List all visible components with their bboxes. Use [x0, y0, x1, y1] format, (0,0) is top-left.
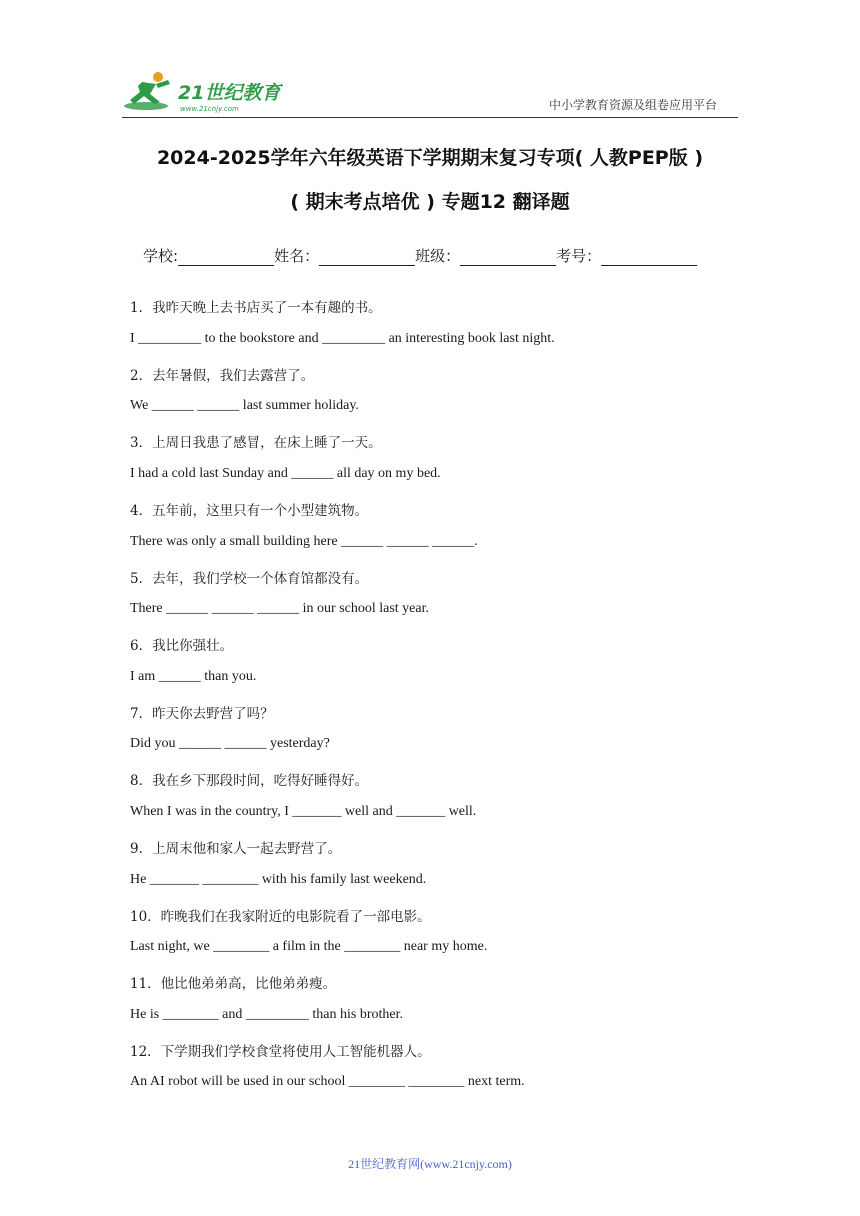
number-label: 考号： [556, 247, 602, 265]
name-label: 姓名： [274, 247, 320, 265]
question-3-english: I had a cold last Sunday and ______ all day on my bed. [130, 466, 441, 481]
footer-link[interactable]: 21世纪教育网(www.21cnjy.com) [348, 1157, 512, 1171]
question-3-chinese: 3．上周日我患了感冒，在床上睡了一天。 [130, 435, 382, 451]
question-1-chinese: 1．我昨天晚上去书店买了一本有趣的书。 [130, 300, 382, 316]
question-12-english: An AI robot will be used in our school ________ ________ next term. [130, 1074, 525, 1089]
question-5-english: There ______ ______ ______ in our school last year. [130, 601, 430, 616]
school-blank[interactable] [178, 249, 274, 266]
question-1-english: I _________ to the bookstore and _________ an interesting book last night. [130, 331, 555, 346]
question-7-english: Did you ______ ______ yesterday? [130, 736, 330, 751]
question-12-chinese: 12．下学期我们学校食堂将使用人工智能机器人。 [130, 1044, 431, 1060]
question-7-chinese: 7．昨天你去野营了吗？ [130, 706, 274, 722]
question-5-chinese: 5．去年，我们学校一个体育馆都没有。 [130, 571, 369, 587]
header-divider [122, 117, 738, 118]
question-6-chinese: 6．我比你强壮。 [130, 638, 234, 654]
question-2-english: We ______ ______ last summer holiday. [130, 398, 359, 413]
page-subtitle: ( 期末考点培优 ) 专题12 翻译题 [290, 191, 570, 213]
question-10-chinese: 10．昨晚我们在我家附近的电影院看了一部电影。 [130, 909, 431, 925]
name-blank[interactable] [319, 249, 415, 266]
student-info-line [143, 245, 697, 266]
question-9-chinese: 9．上周末他和家人一起去野营了。 [130, 841, 342, 857]
question-8-chinese: 8．我在乡下那段时间，吃得好睡得好。 [130, 773, 369, 789]
question-11-chinese: 11．他比他弟弟高，比他弟弟瘦。 [130, 976, 337, 992]
page-title: 2024-2025学年六年级英语下学期期末复习专项( 人教PEP版 ) [156, 147, 704, 169]
question-4-chinese: 4．五年前，这里只有一个小型建筑物。 [130, 503, 369, 519]
number-blank[interactable] [601, 249, 697, 266]
question-2-chinese: 2．去年暑假，我们去露营了。 [130, 368, 315, 384]
logo-url-text: www.21cnjy.com [180, 105, 239, 113]
question-6-english: I am ______ than you. [130, 669, 257, 684]
platform-label: 中小学教育资源及组卷应用平台 [549, 98, 718, 112]
question-8-english: When I was in the country, I _______ well and _______ well. [130, 804, 477, 819]
question-10-english: Last night, we ________ a film in the ________ near my home. [130, 939, 488, 954]
question-4-english: There was only a small building here ______ ______ ______. [130, 534, 478, 549]
question-9-english: He _______ ________ with his family last weekend. [130, 872, 427, 887]
class-blank[interactable] [460, 249, 556, 266]
logo-text: 21世纪教育 [178, 82, 281, 104]
question-11-english: He is ________ and _________ than his brother. [130, 1007, 403, 1022]
runner-logo-icon [120, 68, 295, 116]
site-logo [120, 68, 295, 116]
class-label: 班级： [415, 247, 461, 265]
school-label: 学校: [143, 247, 179, 265]
